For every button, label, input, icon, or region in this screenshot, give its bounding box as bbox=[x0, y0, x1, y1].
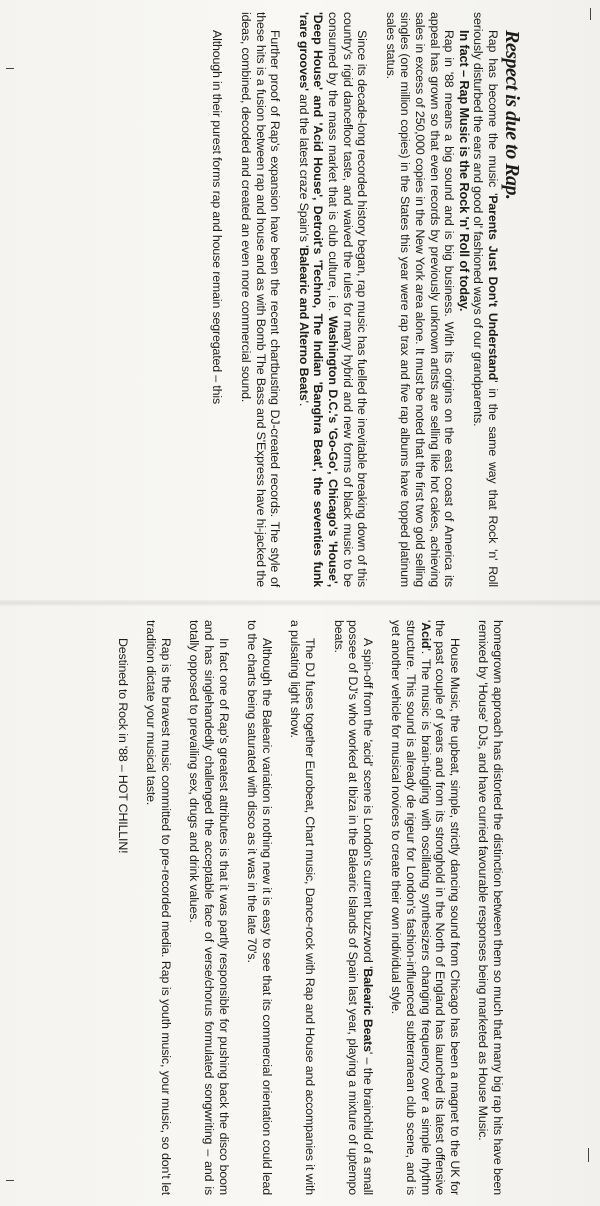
crop-mark-left bbox=[6, 68, 14, 69]
strapline: In fact – Rap Music is the Rock 'n' Roll of today. bbox=[456, 30, 472, 312]
paragraph-segregated: Although in their purest forms rap and house remain segregated – this bbox=[210, 30, 225, 404]
paragraph-closing: Destined to Rock in '88 – HOT CHILLIN! bbox=[115, 638, 130, 854]
paragraph-house-music: House Music, the upbeat, simple, strictly dancing sound from Chicago has been a magnet to the UK for the past couple of years and from its stronghold in the North of England has launched its latest offensive 'Acid'. The music is brain-tingling with oscillating synthesizers changing frequency over a simple rhythm structure. This sound is already de rigeur for London's fashion-influenced subterranean club scene, and is yet another vehicle for musical novices to create their own individual style. bbox=[389, 620, 462, 1195]
paragraph-dj-fuses: The DJ fuses together Eurobeat, Chart music, Dance-rock with Rap and House and accompanies it with a pulsating light show. bbox=[288, 620, 318, 1195]
crop-mark-bottom-right bbox=[588, 1148, 589, 1162]
paragraph-attributes: In fact one of Rap's greatest attributes is that it was partly responsible for pushing back the disco boom and has singlehandedly challenged the acceptable face of verse/chorus formulated songwriting – and is totally opposed to prevailing sex, drugs and drink values. bbox=[187, 620, 231, 1195]
paragraph-big-business: Rap in '88 means a big sound and is big business. With its origins on the east coast of America its appeal has grown so that even records by previously unknown artists are selling like hot cakes, achieving sales in excess of 250,000 copies in the New York area alone. It must be noted that the first two gold selling singles (one million copies) in the States this year were rap trax and five rap albums have topped platinum sales status. bbox=[383, 12, 457, 587]
text-panel-bottom bbox=[115, 620, 505, 1195]
page-fold bbox=[0, 600, 600, 606]
paragraph-bravest-music: Rap is the bravest music committed to pre-recorded media. Rap is youth music, your music, so don't let tradition dictate your musical taste. bbox=[144, 620, 173, 1195]
paragraph-balearic-variation: Although the Balearic variation is nothing new it is easy to see that its commercial orientation could lead to the charts being saturated with disco as it was in the late 70's. bbox=[245, 620, 274, 1195]
crop-mark-top-right bbox=[590, 8, 591, 20]
paragraph-homegrown: homegrown approach has distorted the distinction between them so much that many big rap hits have been remixed by 'House' DJs, and have curried favourable responses being marketed as House Music. bbox=[476, 620, 505, 1195]
paragraph-balearic: A spin-off from the 'acid' scene is London's current buzzword 'Balearic Beats' – the brainchild of a small possee of DJ's who worked at Ibiza in the Balearic Islands of Spain last year, playing a mixture of uptempo beats. bbox=[331, 620, 375, 1196]
crop-mark-bottom-left bbox=[6, 1180, 14, 1181]
text-panel-top bbox=[210, 12, 524, 587]
paragraph-history: Since its decade-long recorded history began, rap music has fuelled the inevitable breaking down of this country's rigid dancefloor taste, and waived the rules for many hybrid and new forms of black music to be consumed by the mass market that is club culture, i.e. Washington D.C.'s 'Go-Go', Chicago's 'House', 'Deep House' and 'Acid House', Detroit's 'Techno, The Indian 'Banghra Beat', the seventies funk 'rare grooves' and the latest craze Spain's 'Balearic and Alterno Beats'. bbox=[296, 12, 370, 587]
paragraph-intro: Rap has become the music 'Parents Just Don't Understand' in the same way that Rock 'n' Roll seriously disturbed the ears and good ol' fashioned ways of our grandparents. bbox=[471, 12, 500, 587]
article-heading: Respect is due to Rap. bbox=[501, 30, 523, 200]
paragraph-expansion: Further proof of Rap's expansion have been the recent chartbusting DJ-created records. The style of these hits is a fusion between rap and house and as with Bomb The Bass and S'Express have hi-jacked the ideas, combined, decoded and created an even more commercial sound. bbox=[239, 12, 283, 587]
